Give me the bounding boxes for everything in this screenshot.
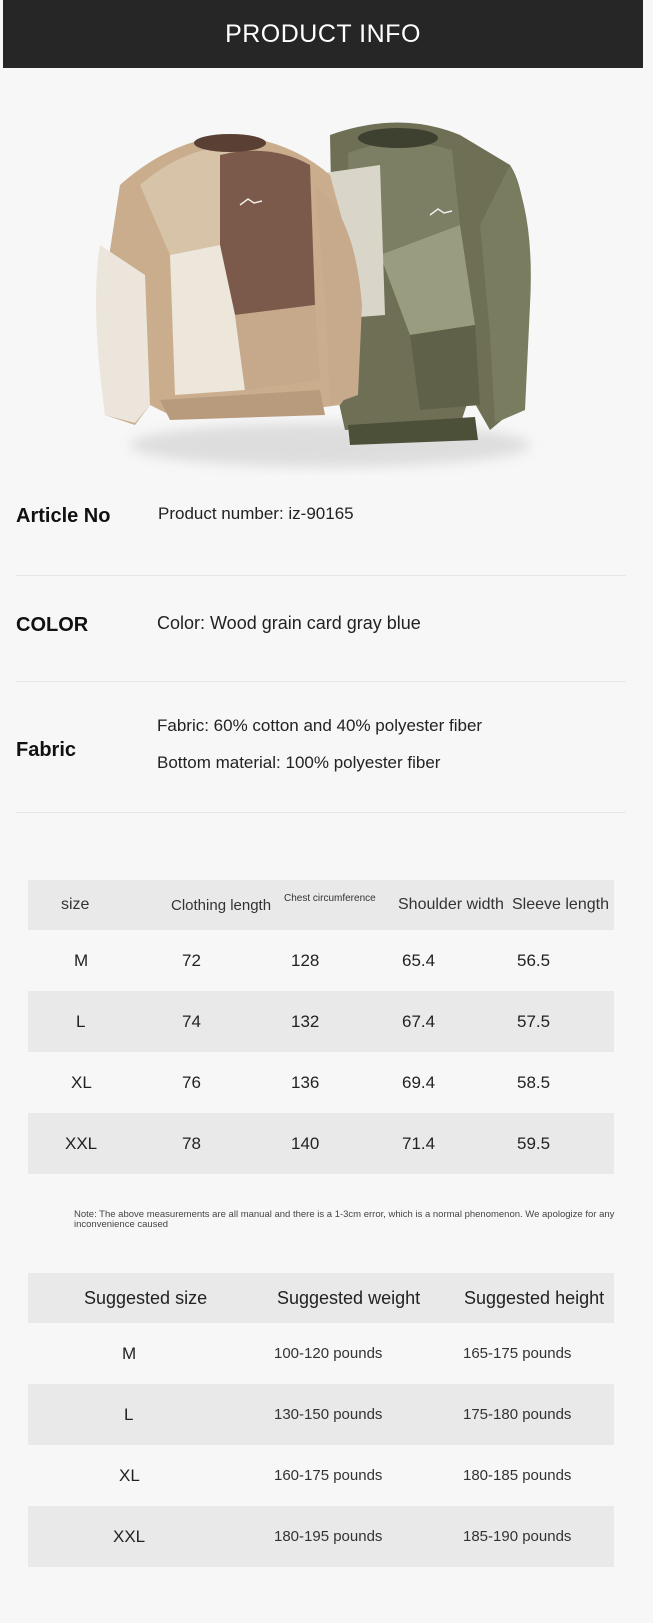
table-row (28, 1384, 614, 1445)
table-row (28, 1323, 614, 1384)
table-row (28, 1052, 614, 1113)
col-header-shoulder: Shoulder width (398, 896, 504, 913)
size-table-header (28, 880, 614, 930)
article-value: Product number: iz-90165 (158, 504, 354, 523)
cell-length: 76 (182, 1072, 201, 1092)
divider (16, 812, 626, 813)
cell-size: XXL (113, 1526, 146, 1546)
col-header-clothing-length: Clothing length (171, 896, 272, 914)
cell-shoulder: 71.4 (402, 1133, 436, 1153)
color-label: COLOR (16, 614, 89, 636)
cell-size: M (74, 950, 89, 970)
size-table (28, 880, 614, 1174)
cell-length: 78 (182, 1133, 201, 1153)
divider (16, 575, 626, 576)
cell-length: 72 (182, 950, 201, 970)
table-row (28, 991, 614, 1052)
col-header-suggested-height: Suggested height (464, 1287, 605, 1308)
cell-size: L (76, 1011, 86, 1031)
cell-chest: 132 (291, 1011, 320, 1031)
cell-size: XL (119, 1465, 140, 1485)
cell-chest: 140 (291, 1133, 320, 1153)
cell-weight: 130-150 pounds (274, 1406, 383, 1423)
table-row (28, 1506, 614, 1567)
cell-size: XL (71, 1072, 92, 1092)
suggestion-table (28, 1273, 614, 1567)
brown-sweatshirt (96, 134, 362, 425)
col-header-chest: Chest circumference (284, 893, 376, 904)
color-value: Color: Wood grain card gray blue (157, 613, 421, 633)
article-label: Article No (16, 505, 111, 527)
fabric-value: Fabric: 60% cotton and 40% polyester fiber (157, 716, 483, 735)
bottom-material-value: Bottom material: 100% polyester fiber (157, 753, 441, 772)
cell-weight: 100-120 pounds (274, 1345, 383, 1362)
table-row (28, 930, 614, 991)
measurement-note: Note: The above measurements are all manual and there is a 1-3cm error, which is a normal phenomenon. We apologize for any inconvenience caused (74, 1209, 615, 1230)
cell-chest: 128 (291, 950, 320, 970)
cell-length: 74 (182, 1011, 201, 1031)
cell-height: 175-180 pounds (463, 1406, 572, 1423)
page-header (3, 0, 643, 68)
cell-shoulder: 65.4 (402, 950, 436, 970)
cell-height: 185-190 pounds (463, 1528, 572, 1545)
cell-chest: 136 (291, 1072, 320, 1092)
cell-weight: 160-175 pounds (274, 1467, 383, 1484)
table-row (28, 1445, 614, 1506)
suggestion-table-header (28, 1273, 614, 1323)
cell-sleeve: 58.5 (517, 1072, 551, 1092)
header-title: PRODUCT INFO (225, 19, 421, 48)
col-header-size: size (61, 896, 90, 913)
cell-shoulder: 67.4 (402, 1011, 436, 1031)
col-header-sleeve: Sleeve length (512, 896, 609, 913)
cell-sleeve: 57.5 (517, 1011, 551, 1031)
cell-size: XXL (65, 1133, 98, 1153)
cell-height: 180-185 pounds (463, 1467, 572, 1484)
cell-size: L (124, 1404, 134, 1424)
divider (16, 681, 626, 682)
product-photo (80, 105, 560, 485)
cell-shoulder: 69.4 (402, 1072, 436, 1092)
cell-size: M (122, 1343, 137, 1363)
col-header-suggested-weight: Suggested weight (277, 1287, 421, 1308)
cell-height: 165-175 pounds (463, 1345, 572, 1362)
col-header-suggested-size: Suggested size (84, 1287, 208, 1308)
cell-weight: 180-195 pounds (274, 1528, 383, 1545)
fabric-label: Fabric (16, 739, 77, 761)
table-row (28, 1113, 614, 1174)
cell-sleeve: 56.5 (517, 950, 551, 970)
cell-sleeve: 59.5 (517, 1133, 551, 1153)
